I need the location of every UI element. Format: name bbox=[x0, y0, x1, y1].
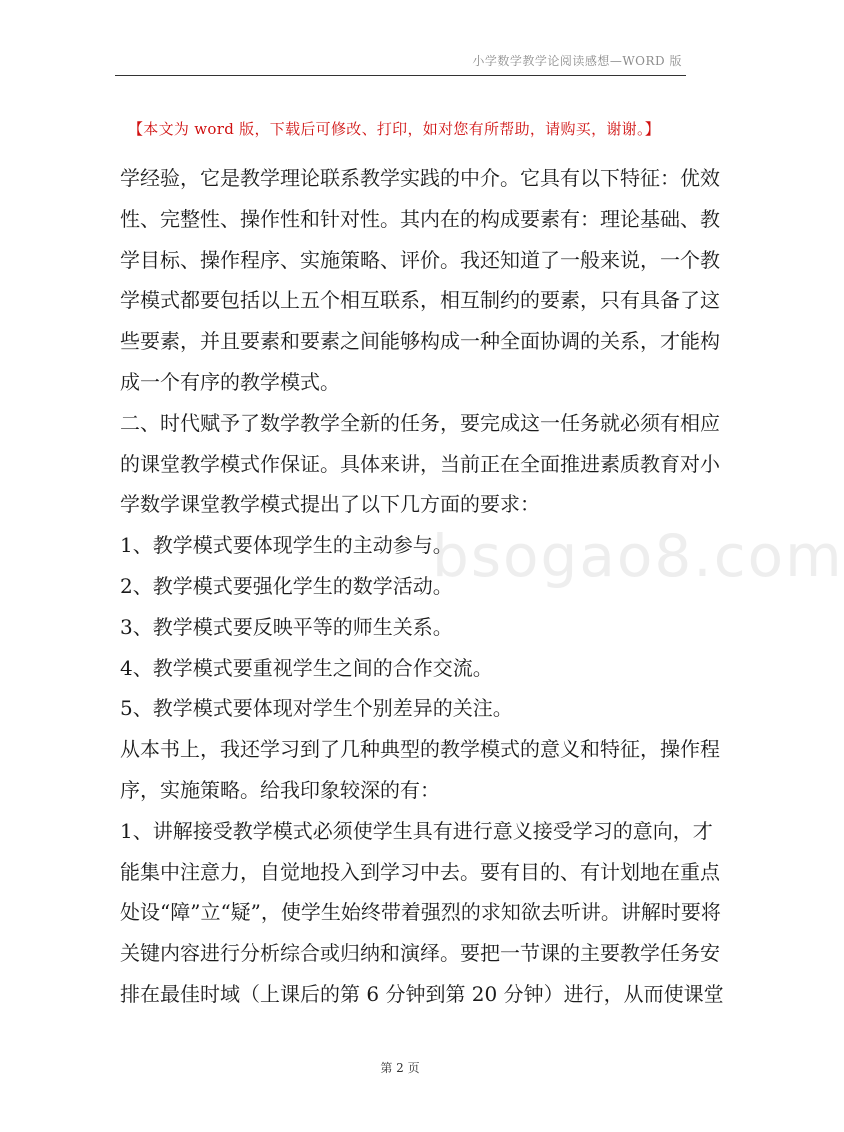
list-item: 5、教学模式要体现对学生个别差异的关注。 bbox=[120, 696, 513, 721]
body-line: 成一个有序的教学模式。 bbox=[120, 369, 340, 394]
body-line: 排在最佳时域（上课后的第 6 分钟到第 20 分钟）进行，从而使课堂 bbox=[120, 981, 724, 1006]
body-line: 学模式都要包括以上五个相互联系，相互制约的要素，只有具备了这 bbox=[120, 288, 720, 313]
page-number: 第 2 页 bbox=[380, 1061, 420, 1075]
body-line: 二、时代赋予了数学教学全新的任务，要完成这一任务就必须有相应 bbox=[120, 410, 720, 435]
body-line: 能集中注意力，自觉地投入到学习中去。要有目的、有计划地在重点 bbox=[120, 859, 720, 884]
body-line: 从本书上，我还学习到了几种典型的教学模式的意义和特征，操作程 bbox=[120, 737, 720, 762]
body-line: 学数学课堂教学模式提出了以下几方面的要求： bbox=[120, 492, 540, 517]
body-line: 的课堂教学模式作保证。具体来讲，当前正在全面推进素质教育对小 bbox=[120, 451, 720, 476]
body-line: 1、讲解接受教学模式必须使学生具有进行意义接受学习的意向，才 bbox=[120, 818, 713, 843]
body-line: 关键内容进行分析综合或归纳和演绎。要把一节课的主要教学任务安 bbox=[120, 941, 720, 966]
running-header: 小学数学教学论阅读感想—WORD 版 bbox=[472, 54, 682, 68]
header-divider bbox=[115, 75, 686, 76]
list-item: 4、教学模式要重视学生之间的合作交流。 bbox=[120, 655, 493, 680]
list-item: 3、教学模式要反映平等的师生关系。 bbox=[120, 614, 453, 639]
body-line: 处设“障”立“疑”，使学生始终带着强烈的求知欲去听讲。讲解时要将 bbox=[120, 900, 721, 925]
watermark: bsogao8.com bbox=[432, 522, 844, 590]
body-line: 学经验，它是教学理论联系教学实践的中介。它具有以下特征：优效 bbox=[120, 166, 720, 190]
body-line: 学目标、操作程序、实施策略、评价。我还知道了一般来说，一个教 bbox=[120, 247, 720, 272]
document-body bbox=[120, 158, 724, 1015]
download-notice: 【本文为 word 版，下载后可修改、打印，如对您有所帮助，请购买，谢谢。】 bbox=[128, 120, 661, 138]
body-line: 些要素，并且要素和要素之间能够构成一种全面协调的关系，才能构 bbox=[120, 329, 720, 354]
body-line: 性、完整性、操作性和针对性。其内在的构成要素有：理论基础、教 bbox=[120, 206, 720, 231]
list-item: 2、教学模式要强化学生的数学活动。 bbox=[120, 573, 453, 598]
body-line: 序，实施策略。给我印象较深的有： bbox=[120, 777, 440, 802]
list-item: 1、教学模式要体现学生的主动参与。 bbox=[120, 533, 453, 558]
